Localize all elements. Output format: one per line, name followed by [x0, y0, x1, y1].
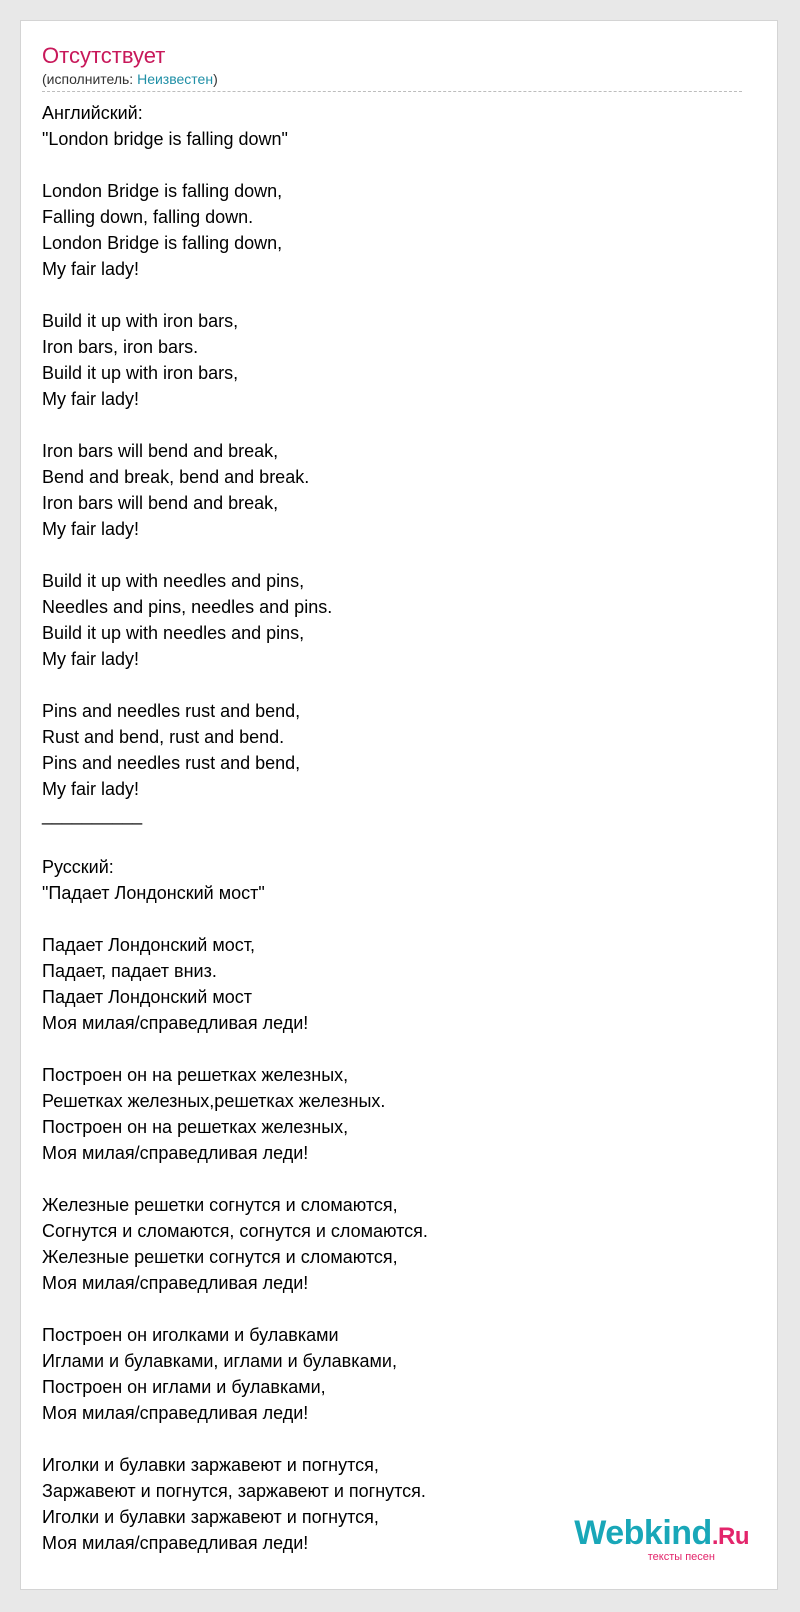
- artist-prefix: (исполнитель:: [42, 71, 138, 87]
- logo-brand: Webkind: [574, 1514, 712, 1552]
- title-divider: [42, 91, 742, 92]
- artist-suffix: ): [213, 71, 218, 87]
- logo-tagline: тексты песен: [647, 1551, 715, 1563]
- lyrics-card: [20, 20, 778, 1590]
- artist-link[interactable]: Неизвестен: [137, 71, 214, 87]
- song-title: Отсутствует: [42, 43, 166, 68]
- logo-wordmark: [574, 1514, 749, 1553]
- logo-tld: .Ru: [711, 1523, 749, 1550]
- lyrics-text: Английский: "London bridge is falling down" London Bridge is falling down, Falling down, falling down. London Bridge is falling down, My fair lady! Build it up with iron bars, Iron bars, iron bars. Build it up with iron bars, My fair lady! Iron bars will bend and break, Bend and break, bend and break. Iron bars will bend and break, My fair lady! Build it up with needles and pins, Needles and pins, needles and pins. Build it up with needles and pins, My fair lady! Pins and needles rust and bend, Rust and bend, rust and bend. Pins and needles rust and bend, My fair lady! __________ Русский: "Падает Лондонский мост" Падает Лондонский мост, Падает, падает вниз. Падает Лондонский мост Моя милая/справедливая леди! Построен он на решетках железных, Решетках железных,решетках железных. Построен он на решетках железных, Моя милая/справедливая леди! Железные решетки согнутся и сломаются, Согнутся и сломаются, согнутся и сломаются. Железные решетки согнутся и сломаются, Моя милая/справедливая леди! Построен он иголками и булавками Иглами и булавками, иглами и булавками, Построен он иглами и булавками, Моя милая/справедливая леди! Иголки и булавки заржавеют и погнутся, Заржавеют и погнутся, заржавеют и погнутся. Иголки и булавки заржавеют и погнутся, Моя милая/справедливая леди!: [42, 103, 428, 1553]
- artist-line: [42, 70, 218, 88]
- webkind-logo: [574, 1514, 749, 1563]
